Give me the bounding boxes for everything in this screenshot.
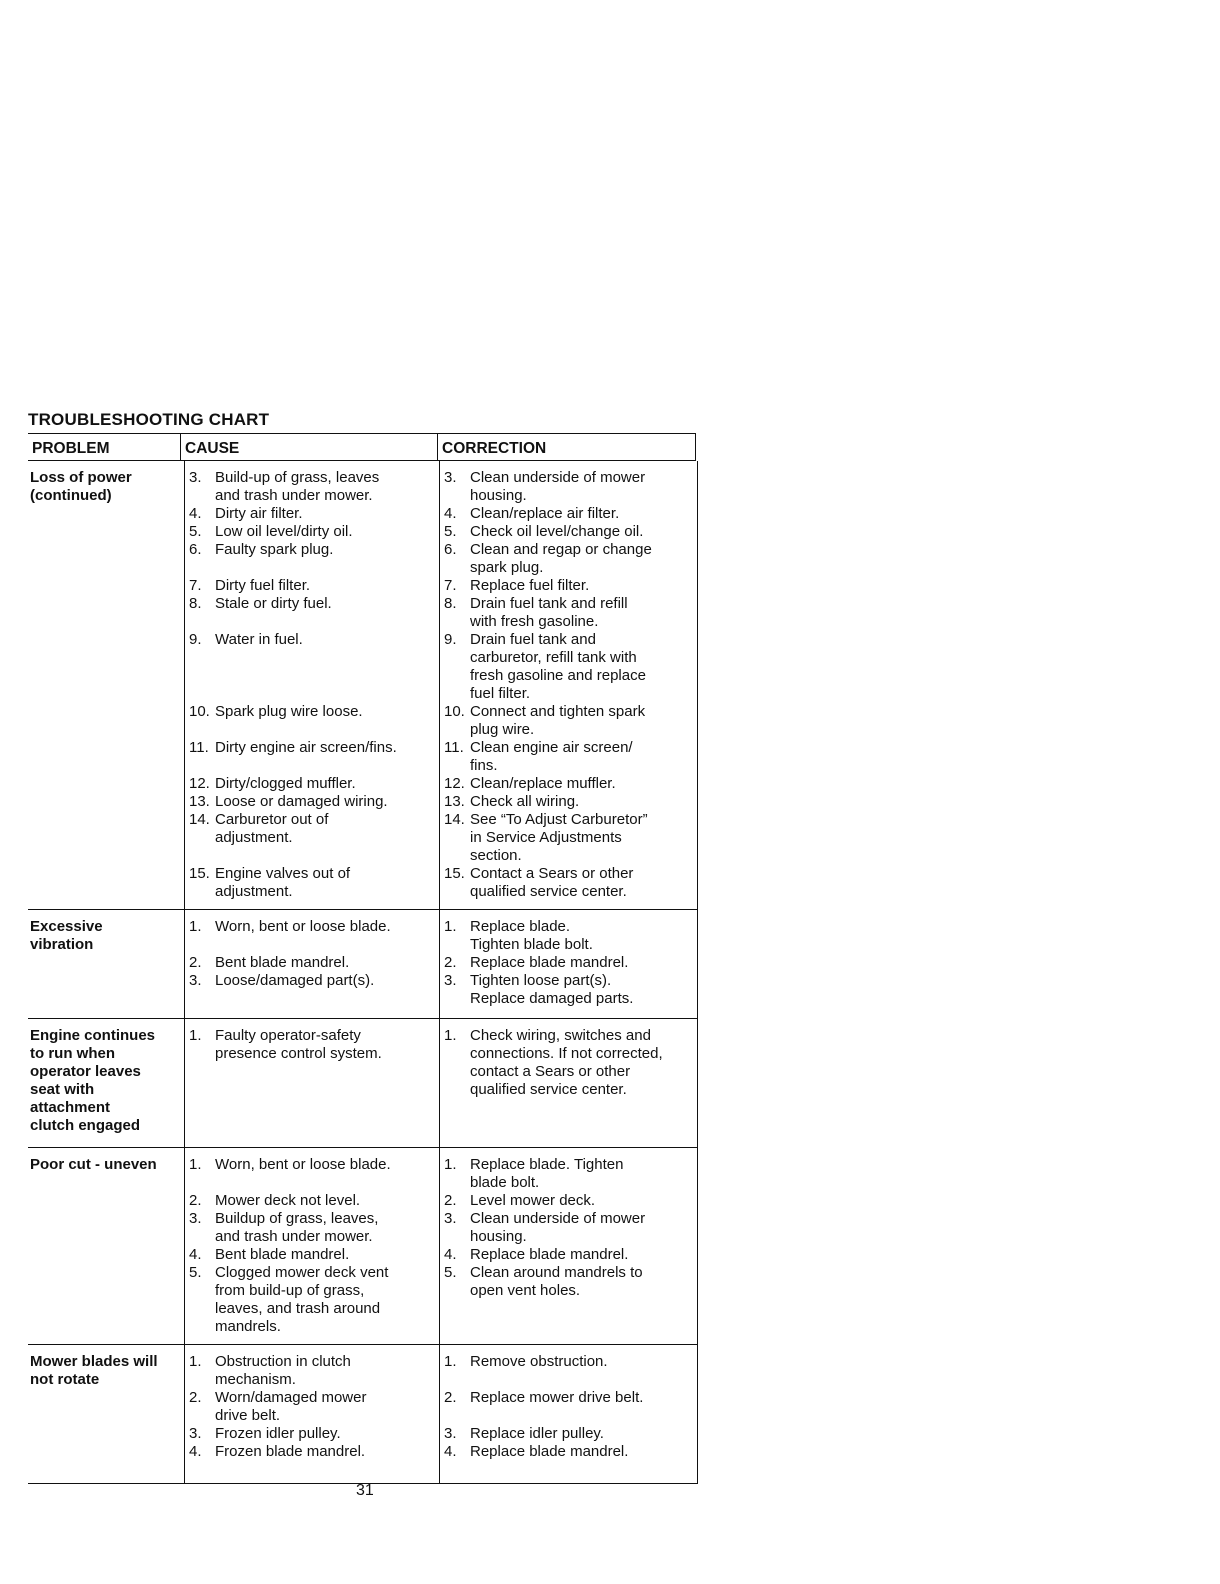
cause-item [189,1264,433,1336]
cause-text: Loose/damaged part(s). [215,972,375,989]
cause-number: 2. [189,1389,202,1406]
table-row [28,1019,698,1148]
cause-item [189,469,433,505]
correction-text: Replace blade mandrel. [470,954,629,971]
cause-item [189,1389,433,1425]
correction-item [444,1389,693,1407]
correction-text: Clean/replace air filter. [470,505,620,522]
page-number: 31 [356,1482,374,1499]
correction-number: 3. [444,469,457,486]
correction-text: Connect and tighten spark plug wire. [470,703,646,738]
correction-text: Level mower deck. [470,1192,596,1209]
cause-item [189,811,433,847]
correction-number: 5. [444,523,457,540]
correction-text: Replace blade mandrel. [470,1246,629,1263]
cause-cell [184,910,440,1018]
correction-item [444,595,693,631]
cause-item [189,577,433,595]
table-header [28,433,698,461]
correction-text: Clean underside of mower housing. [470,469,646,504]
cause-text: Mower deck not level. [215,1192,361,1209]
correction-number: 12. [444,775,465,792]
correction-number: 2. [444,1192,457,1209]
header-cause: CAUSE [180,433,438,461]
correction-number: 5. [444,1264,457,1281]
cause-item [189,1443,433,1461]
correction-text: Drain fuel tank and carburetor, refill tank with fresh gasoline and replace fuel filter. [470,631,646,702]
correction-text: Replace fuel filter. [470,577,590,594]
header-correction: CORRECTION [438,433,696,461]
problem-text: Mower blades will not rotate [30,1353,158,1388]
correction-item [444,1027,693,1099]
correction-number: 1. [444,918,457,935]
correction-text: Clean and regap or change spark plug. [470,541,652,576]
cause-item [189,1192,433,1210]
correction-number: 1. [444,1027,457,1044]
correction-item [444,523,693,541]
correction-cell [440,910,698,1018]
cause-item [189,739,433,757]
cause-number: 4. [189,1443,202,1460]
correction-item [444,703,693,739]
cause-text: Carburetor out of adjustment. [215,811,329,846]
table-row [28,1345,698,1484]
cause-text: Worn, bent or loose blade. [215,1156,391,1173]
chart-title: TROUBLESHOOTING CHART [28,410,270,429]
cause-text: Low oil level/dirty oil. [215,523,353,540]
correction-number: 4. [444,505,457,522]
cause-text: Clogged mower deck vent from build-up of grass, leaves, and trash around mandrels. [215,1264,389,1335]
cause-number: 13. [189,793,210,810]
correction-text: Contact a Sears or other qualified service center. [470,865,634,900]
cause-item [189,972,433,990]
correction-number: 15. [444,865,465,882]
problem-text: Engine continues to run when operator leaves seat with attachment clutch engaged [30,1027,156,1134]
correction-number: 11. [444,739,464,756]
correction-item [444,1443,693,1461]
correction-number: 1. [444,1156,457,1173]
problem-cell [28,1148,184,1344]
cause-item [189,954,433,972]
cause-item [189,1156,433,1174]
correction-cell [440,1148,698,1344]
cause-text: Worn, bent or loose blade. [215,918,391,935]
cause-number: 10. [189,703,210,720]
problem-cell [28,461,184,909]
cause-number: 11. [189,739,209,756]
cause-item [189,1246,433,1264]
table-row [28,1148,698,1345]
table-body [28,461,698,1484]
cause-item [189,775,433,793]
cause-text: Dirty engine air screen/fins. [215,739,397,756]
cause-number: 3. [189,469,202,486]
correction-text: Remove obstruction. [470,1353,608,1370]
correction-item [444,972,693,1008]
cause-text: Frozen idler pulley. [215,1425,341,1442]
cause-number: 4. [189,1246,202,1263]
cause-number: 2. [189,954,202,971]
cause-item [189,918,433,936]
correction-item [444,775,693,793]
correction-item [444,1264,693,1300]
cause-text: Water in fuel. [215,631,303,648]
cause-text: Worn/damaged mower drive belt. [215,1389,367,1424]
correction-item [444,1192,693,1210]
correction-text: Replace idler pulley. [470,1425,604,1442]
cause-cell [184,461,440,909]
problem-cell [28,1345,184,1483]
cause-number: 3. [189,1210,202,1227]
correction-number: 10. [444,703,465,720]
correction-text: Replace blade. Tighten blade bolt. [470,1156,624,1191]
cause-item [189,541,433,559]
troubleshooting-table [28,433,698,1484]
cause-item [189,865,433,901]
cause-text: Faulty spark plug. [215,541,334,558]
cause-text: Faulty operator-safety presence control system. [215,1027,382,1062]
cause-number: 14. [189,811,210,828]
correction-number: 2. [444,954,457,971]
correction-number: 3. [444,972,457,989]
cause-number: 4. [189,505,202,522]
cause-number: 1. [189,918,202,935]
cause-text: Stale or dirty fuel. [215,595,332,612]
correction-item [444,1353,693,1371]
cause-text: Spark plug wire loose. [215,703,363,720]
correction-item [444,1425,693,1443]
correction-item [444,469,693,505]
cause-item [189,631,433,649]
correction-cell [440,1019,698,1147]
cause-item [189,505,433,523]
cause-text: Obstruction in clutch mechanism. [215,1353,351,1388]
cause-text: Dirty fuel filter. [215,577,311,594]
correction-item [444,918,693,954]
cause-text: Bent blade mandrel. [215,954,350,971]
cause-item [189,595,433,613]
correction-item [444,541,693,577]
cause-number: 5. [189,523,202,540]
problem-cell [28,910,184,1018]
correction-text: See “To Adjust Carburetor” in Service Adjustments section. [470,811,648,864]
cause-text: Bent blade mandrel. [215,1246,350,1263]
cause-number: 2. [189,1192,202,1209]
correction-number: 14. [444,811,465,828]
correction-item [444,1246,693,1264]
correction-number: 2. [444,1389,457,1406]
cause-number: 12. [189,775,210,792]
cause-text: Frozen blade mandrel. [215,1443,366,1460]
correction-item [444,811,693,865]
problem-cell [28,1019,184,1147]
correction-number: 9. [444,631,457,648]
correction-text: Clean/replace muffler. [470,775,616,792]
cause-text: Engine valves out of adjustment. [215,865,351,900]
cause-number: 6. [189,541,202,558]
cause-number: 1. [189,1156,202,1173]
cause-text: Dirty/clogged muffler. [215,775,356,792]
correction-text: Check wiring, switches and connections. If not corrected, contact a Sears or other qualified service center. [470,1027,663,1098]
correction-item [444,739,693,775]
correction-item [444,954,693,972]
cause-item [189,703,433,721]
cause-number: 7. [189,577,202,594]
correction-cell [440,461,698,909]
cause-number: 15. [189,865,210,882]
correction-text: Replace blade mandrel. [470,1443,629,1460]
cause-number: 3. [189,1425,202,1442]
correction-number: 1. [444,1353,457,1370]
correction-number: 6. [444,541,457,558]
correction-number: 3. [444,1210,457,1227]
cause-item [189,1353,433,1389]
correction-item [444,865,693,901]
table-row [28,910,698,1019]
correction-text: Drain fuel tank and refill with fresh gasoline. [470,595,628,630]
correction-item [444,577,693,595]
cause-number: 3. [189,972,202,989]
correction-number: 4. [444,1246,457,1263]
correction-text: Clean underside of mower housing. [470,1210,646,1245]
cause-item [189,1027,433,1063]
correction-number: 8. [444,595,457,612]
correction-number: 3. [444,1425,457,1442]
cause-item [189,1210,433,1246]
table-row [28,461,698,910]
cause-number: 8. [189,595,202,612]
correction-item [444,1156,693,1192]
cause-text: Build-up of grass, leaves and trash under mower. [215,469,380,504]
correction-item [444,1210,693,1246]
correction-text: Tighten loose part(s). Replace damaged parts. [470,972,634,1007]
problem-text: Loss of power (continued) [30,469,132,504]
cause-item [189,1425,433,1443]
correction-item [444,793,693,811]
correction-item [444,505,693,523]
cause-number: 5. [189,1264,202,1281]
correction-text: Replace mower drive belt. [470,1389,644,1406]
correction-text: Replace blade. Tighten blade bolt. [470,918,593,953]
correction-text: Clean around mandrels to open vent holes. [470,1264,643,1299]
cause-number: 1. [189,1027,202,1044]
correction-cell [440,1345,698,1483]
correction-text: Clean engine air screen/ fins. [470,739,633,774]
cause-item [189,523,433,541]
correction-text: Check all wiring. [470,793,580,810]
cause-number: 9. [189,631,202,648]
problem-text: Poor cut - uneven [30,1156,157,1173]
cause-cell [184,1019,440,1147]
cause-text: Loose or damaged wiring. [215,793,388,810]
cause-cell [184,1148,440,1344]
cause-cell [184,1345,440,1483]
correction-item [444,631,693,703]
correction-text: Check oil level/change oil. [470,523,644,540]
correction-number: 4. [444,1443,457,1460]
problem-text: Excessive vibration [30,918,103,953]
correction-number: 7. [444,577,457,594]
header-problem: PROBLEM [28,433,180,461]
cause-text: Buildup of grass, leaves, and trash under mower. [215,1210,379,1245]
cause-text: Dirty air filter. [215,505,303,522]
cause-item [189,793,433,811]
correction-number: 13. [444,793,465,810]
cause-number: 1. [189,1353,202,1370]
